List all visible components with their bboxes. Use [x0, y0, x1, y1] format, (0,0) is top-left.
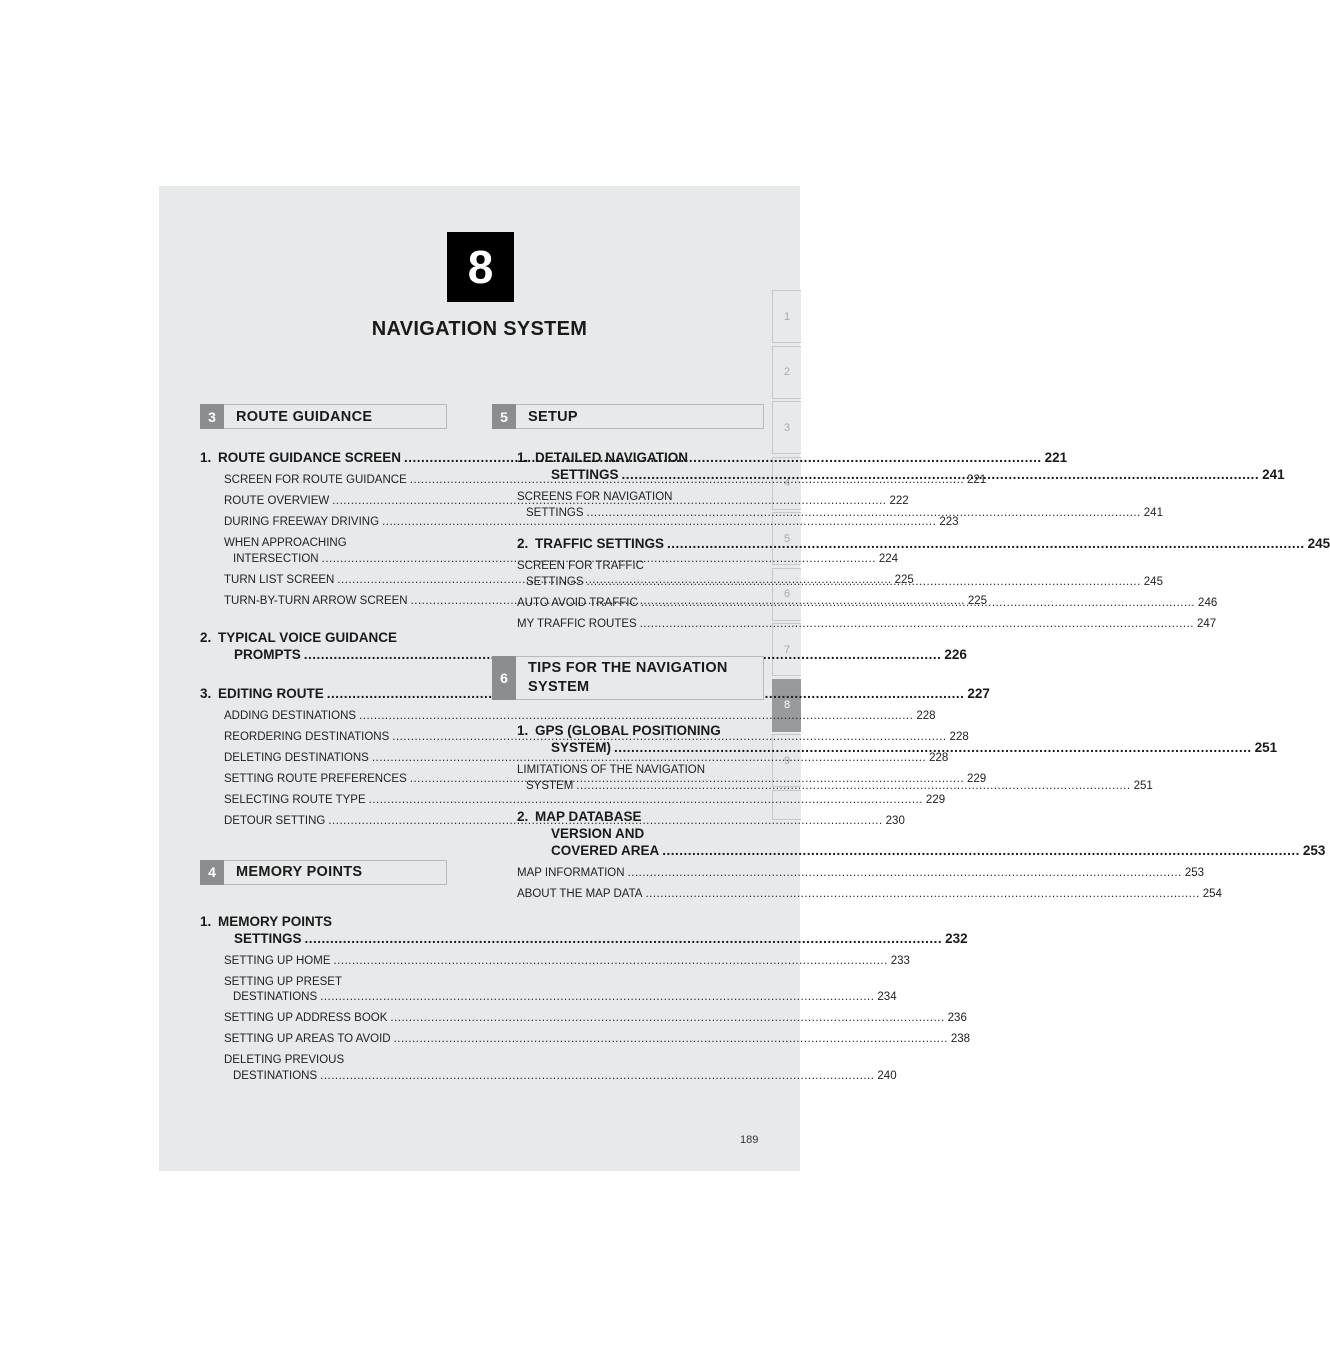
topic-page: 226 [944, 647, 967, 662]
subtopic-title-line1: SCREEN FOR TRAFFIC [517, 560, 644, 572]
topic-number: 2. [200, 630, 212, 645]
subtopic-title: ROUTE OVERVIEW [224, 495, 330, 507]
subtopic-page: 229 [925, 794, 946, 806]
subtopic-page: 240 [877, 1069, 897, 1082]
subtopic-title: REORDERING DESTINATIONS [224, 731, 390, 743]
subtopic-page: 222 [889, 495, 909, 507]
topic-title: TRAFFIC SETTINGS [535, 536, 664, 551]
section-number: 4 [200, 860, 224, 885]
subtopic-title: SETTING UP AREAS TO AVOID [224, 1033, 391, 1045]
topic-title-line2: VERSION AND [551, 826, 645, 841]
topic-page: 221 [1044, 450, 1068, 465]
subtopic-title: SYSTEM [526, 779, 574, 792]
toc-subtopic[interactable] [517, 617, 1217, 633]
subtopic-title-line1: LIMITATIONS OF THE NAVIGATION [517, 764, 706, 776]
subtopic-page: 223 [939, 516, 959, 528]
section-title: ROUTE GUIDANCE [236, 408, 373, 425]
chapter-tab-9[interactable]: 9 [772, 734, 801, 787]
toc-subtopic[interactable] [224, 1011, 967, 1027]
subtopic-title: SETTING UP HOME [224, 954, 331, 967]
topic-page: 227 [967, 686, 990, 701]
subtopic-title: DESTINATIONS [233, 1069, 318, 1082]
topic-title: PROMPTS [234, 647, 301, 662]
section-number: 5 [492, 404, 516, 429]
subtopic-page: 233 [890, 954, 910, 967]
subtopic-title: DELETING DESTINATIONS [224, 752, 369, 764]
topic-page: 251 [1254, 740, 1278, 755]
toc-subtopic[interactable] [224, 975, 897, 1006]
topic-number: 1. [517, 723, 529, 738]
subtopic-title: SETTINGS [526, 506, 584, 519]
topic-title-line1: TYPICAL VOICE GUIDANCE [218, 630, 398, 645]
subtopic-title: MY TRAFFIC ROUTES [517, 617, 637, 630]
chapter-number-badge: 8 [447, 232, 514, 302]
toc-subtopic[interactable] [224, 954, 910, 970]
topic-title: ROUTE GUIDANCE SCREEN [218, 450, 402, 465]
topic-title: SYSTEM) [551, 740, 612, 755]
toc-topic[interactable] [200, 913, 968, 947]
subtopic-title-line1: SETTING UP PRESET [224, 975, 343, 988]
topic-page: 253 [1302, 843, 1326, 858]
topic-title: EDITING ROUTE [218, 686, 324, 701]
chapter-tab-4[interactable]: 4 [772, 457, 801, 510]
topic-number: 1. [200, 913, 212, 929]
subtopic-page: 241 [1143, 506, 1163, 519]
subtopic-title: TURN-BY-TURN ARROW SCREEN [224, 594, 408, 607]
chapter-tab-2[interactable]: 2 [772, 346, 801, 399]
section-header-memory-points [200, 860, 447, 885]
subtopic-page: 247 [1196, 617, 1217, 630]
section-number: 6 [492, 656, 516, 700]
subtopic-page: 228 [916, 710, 936, 722]
topic-page: 241 [1262, 467, 1285, 482]
subtopic-page: 224 [878, 552, 899, 565]
page-number: 189 [740, 1134, 759, 1146]
toc-subtopic[interactable] [224, 709, 936, 725]
section-header-route-guidance [200, 404, 447, 429]
chapter-tab-8[interactable]: 8 [772, 679, 801, 732]
section-title-line2: SYSTEM [528, 679, 590, 695]
chapter-tab-3[interactable]: 3 [772, 401, 801, 454]
topic-number: 2. [517, 536, 529, 551]
subtopic-title: DESTINATIONS [233, 991, 318, 1003]
section-title: MEMORY POINTS [236, 864, 363, 880]
subtopic-page: 254 [1202, 888, 1222, 900]
subtopic-title: MAP INFORMATION [517, 867, 625, 879]
subtopic-title-line1: SCREENS FOR NAVIGATION [517, 491, 673, 503]
subtopic-page: 236 [947, 1012, 967, 1024]
toc-subtopic[interactable] [224, 1032, 971, 1048]
subtopic-page: 225 [894, 573, 914, 586]
subtopic-title: SETTING ROUTE PREFERENCES [224, 773, 407, 785]
toc-subtopic[interactable] [224, 751, 949, 767]
section-header-tips [492, 656, 764, 700]
subtopic-page: 238 [950, 1033, 971, 1045]
section-title: SETUP [528, 408, 578, 425]
subtopic-title: SCREEN FOR ROUTE GUIDANCE [224, 474, 407, 486]
subtopic-title: DETOUR SETTING [224, 815, 326, 827]
chapter-tab-1[interactable]: 1 [772, 290, 801, 343]
toc-subtopic[interactable] [224, 1053, 897, 1084]
subtopic-title: SETTING UP ADDRESS BOOK [224, 1012, 388, 1024]
toc-topic[interactable] [200, 629, 967, 663]
topic-number: 1. [200, 450, 212, 465]
subtopic-page: 234 [877, 991, 897, 1003]
subtopic-title: TURN LIST SCREEN [224, 573, 335, 586]
toc-subtopic[interactable] [517, 866, 1205, 882]
subtopic-page: 251 [1133, 779, 1153, 792]
subtopic-title-line1: DELETING PREVIOUS [224, 1054, 345, 1066]
topic-title: COVERED AREA [551, 843, 660, 858]
section-header-setup [492, 404, 764, 429]
chapter-tab-7[interactable]: 7 [772, 623, 801, 676]
toc-subtopic[interactable] [224, 515, 959, 531]
topic-title-line1: GPS (GLOBAL POSITIONING [535, 723, 721, 738]
subtopic-page: 225 [967, 594, 988, 607]
topic-title-line1: DETAILED NAVIGATION [535, 450, 688, 465]
toc-topic[interactable] [517, 535, 1330, 552]
chapter-tab-5[interactable]: 5 [772, 512, 801, 565]
subtopic-page: 253 [1184, 867, 1205, 879]
topic-title: SETTINGS [234, 930, 302, 946]
topic-page: 232 [945, 930, 968, 946]
subtopic-title: INTERSECTION [233, 552, 319, 565]
subtopic-page: 221 [967, 474, 987, 486]
subtopic-title: ADDING DESTINATIONS [224, 710, 357, 722]
section-title-line1: TIPS FOR THE NAVIGATION [528, 660, 728, 676]
topic-title: SETTINGS [551, 467, 619, 482]
topic-number: 2. [517, 809, 529, 824]
subtopic-title: AUTO AVOID TRAFFIC [517, 596, 638, 609]
topic-number: 3. [200, 686, 212, 701]
chapter-title: NAVIGATION SYSTEM [371, 318, 588, 340]
section-number: 3 [200, 404, 224, 429]
section-title [516, 657, 728, 699]
toc-subtopic[interactable] [224, 793, 946, 809]
subtopic-title: SETTINGS [526, 575, 584, 588]
subtopic-title: SELECTING ROUTE TYPE [224, 794, 366, 806]
subtopic-page: 228 [929, 752, 949, 764]
subtopic-page: 228 [949, 731, 969, 743]
topic-number: 1. [517, 450, 529, 465]
chapter-tab-6[interactable]: 6 [772, 568, 801, 621]
subtopic-title-line1: WHEN APPROACHING [224, 537, 347, 549]
subtopic-page: 229 [967, 773, 987, 785]
subtopic-page: 245 [1143, 575, 1163, 588]
subtopic-title: DURING FREEWAY DRIVING [224, 516, 380, 528]
topic-title-line1: MEMORY POINTS [218, 913, 333, 929]
subtopic-title: ABOUT THE MAP DATA [517, 888, 643, 900]
topic-title-line1: MAP DATABASE [535, 809, 642, 824]
subtopic-page: 230 [885, 815, 905, 827]
subtopic-page: 246 [1198, 596, 1218, 609]
topic-page: 245 [1307, 536, 1330, 551]
toc-subtopic[interactable] [517, 887, 1222, 903]
